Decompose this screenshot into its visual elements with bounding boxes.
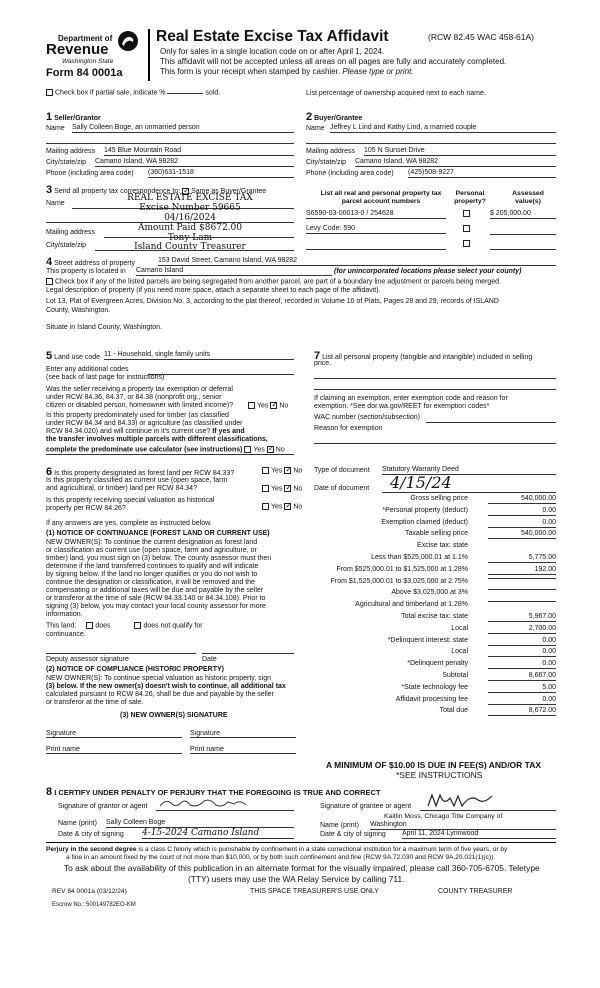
subtitle-1: Only for sales in a single location code on or after April 1, 2024. (160, 47, 385, 56)
segregate-checkbox[interactable] (46, 278, 53, 285)
reason-label: Reason for exemption (314, 425, 383, 432)
rcw-citation: (RCW 82.45 WAC 458-61A) (428, 32, 534, 42)
no-checkbox[interactable] (284, 467, 291, 474)
seller-phone-label: Phone (including area code) (46, 170, 134, 177)
grantee-signature-label: Signature of grantee or agent (320, 803, 412, 810)
section-number: 7 (314, 350, 321, 362)
deputy-signature-line[interactable] (46, 653, 196, 654)
doc-date-label: Date of document (314, 485, 370, 492)
no-checkbox[interactable] (270, 402, 277, 409)
grantor-name-label: Name (print) (58, 820, 97, 827)
tax-row-label: *Personal property (deduct) (382, 507, 468, 514)
ownership-note: List percentage of ownership acquired next to each name. (306, 90, 486, 97)
corr-address-label: Mailing address (46, 229, 96, 236)
tax-row-value[interactable]: 192.00 (488, 566, 556, 575)
additional-codes-note: (see back of last page for instructions) (46, 374, 165, 381)
corr-city-label: City/state/zip (46, 242, 87, 249)
notice-continuance-heading: (1) NOTICE OF CONTINUANCE (FOREST LAND OR CURRENT USE) (46, 530, 270, 537)
land-use-code-field[interactable]: 11 - Household, single family units (104, 351, 294, 360)
tax-row-value[interactable]: 2,700.00 (488, 625, 556, 634)
section-number: 1 (46, 111, 53, 123)
q-timber-1: Is this property predominately used for timber (as classified (46, 412, 229, 419)
section-number: 6 (46, 466, 53, 478)
parcel-line-3[interactable] (306, 249, 446, 250)
does-checkbox[interactable] (86, 622, 93, 629)
no-checkbox[interactable] (284, 503, 291, 510)
q-historic-1: Is this property receiving special valuation as historical (46, 497, 215, 504)
location-note: (for unincorporated locations please select your county) (334, 268, 522, 275)
assessed-value-field[interactable]: $ 205,000.00 (490, 210, 556, 219)
yes-checkbox[interactable] (262, 467, 269, 474)
notice-continuance-text: NEW OWNER(S): To continue the current designation as forest land or classification as current use (open space, farm and agriculture, or timber) land, you must sign on (3) below. The county assessor must then determine if the land transferred continues to qualify and will indicate by signing below. If the land no longer qualifies or you do not wish to continue the designation or classification, it will be removed and the compensating or additional taxes will be due and payable by the seller or transferor at the time of sale (RCW 84.33.140 or 84.34.108). Prior to signing (3) below, you may contact your local county assessor for more information. (46, 539, 272, 619)
additional-codes-line[interactable] (148, 374, 294, 375)
assessed-value-line-2[interactable] (490, 234, 556, 235)
seller-address-field[interactable]: 145 Blue Mountain Road (104, 147, 294, 156)
tax-row-value[interactable]: 0.00 (488, 696, 556, 705)
deputy-signature-label: Deputy assessor signature (46, 656, 129, 663)
tax-row-label: *State technology fee (401, 684, 468, 691)
tax-row-label: Agricultural and timberland at 1.28% (355, 601, 468, 608)
q-timber-4: the transfer involves multiple parcels with different classifications, (46, 436, 268, 443)
tax-row-label: Local (451, 625, 468, 632)
availability-line-1: To ask about the availability of this publication in an alternate format for the visually impaired, please call 360-705-6705. Teletype (64, 863, 540, 873)
grantor-signature-label: Signature of grantor or agent (58, 803, 148, 810)
seller-heading: Seller/Grantor (54, 115, 101, 122)
personal-property-line-2[interactable] (314, 389, 556, 390)
form-id: Form 84 0001a (46, 67, 123, 79)
location-select[interactable]: Camano Island (136, 267, 332, 276)
q-timber-3: RCW 84.34.020) and will continue in it's current use? If yes and (46, 428, 245, 435)
q-exemption-2: under RCW 84.36, 84.37, or 84.38 (nonprofit org., senior (46, 394, 222, 401)
grantee-name-label: Name (print) (320, 822, 359, 829)
seller-address-label: Mailing address (46, 148, 96, 155)
notice-compliance-heading: (2) NOTICE OF COMPLIANCE (HISTORIC PROPERTY) (46, 666, 224, 673)
assessed-header: Assessed value(s) (512, 190, 544, 205)
partial-sale-checkbox[interactable] (46, 89, 53, 96)
buyer-phone-label: Phone (including area code) (306, 170, 394, 177)
seller-name-label: Name (46, 125, 65, 132)
reason-line[interactable] (314, 443, 556, 444)
buyer-city-label: City/state/zip (306, 159, 347, 166)
subtitle-2: This affidavit will not be accepted unless all areas on all pages are fully and accurately completed. (160, 57, 507, 66)
legal-description-line2: County, Washington. (46, 307, 111, 314)
personal-property-label2: price. (314, 360, 332, 367)
q-current-use-answer: Yes ✓ No (262, 485, 302, 493)
legal-description-label: Legal description of property (if you need more space, attach a separate sheet to each page of the affidavit). (46, 287, 381, 294)
section-number: 4 (46, 256, 53, 268)
tax-row-label: Local (451, 648, 468, 655)
signature-label-1: Signature (46, 730, 76, 737)
revision: REV 84 0001a (03/12/24) (52, 888, 127, 895)
tax-row-value[interactable]: 0.00 (488, 507, 556, 516)
wa-logo-icon (117, 30, 139, 52)
legal-description-line1: Lot 13, Plat of Evergreen Acres, Division No. 3, according to the plat thereof, recorded in Volume 10 of Plats, Pages 28 and 29, records of ISLAND (46, 298, 499, 305)
section-number: 2 (306, 111, 313, 123)
q-current-use-2: and agricultural, or timber) land per RCW 84.34? (46, 485, 197, 492)
tax-row-value[interactable]: 8,667.00 (488, 672, 556, 681)
does-not-checkbox[interactable] (134, 622, 141, 629)
q-timber-5: complete the predominate use calculator (see instructions) Yes ✓ No (46, 446, 294, 455)
seller-phone-field[interactable]: (360)631-1518 (148, 169, 294, 178)
treasurer-stamp: REAL ESTATE EXCISE TAX Excise Number 59665 04/16/2024 Amount Paid $8672.00 Tony Lam Island County Treasurer (127, 193, 253, 253)
partial-percent-field[interactable] (167, 93, 203, 94)
q-forest: Is this property designated as forest land per RCW 84.33? (54, 470, 235, 477)
levy-code-field[interactable]: Levy Code: 590 (306, 225, 446, 234)
grantee-name-field[interactable]: Washington (370, 821, 556, 830)
grantor-date-field[interactable]: 4-15-2024 Camano Island (142, 828, 294, 839)
q-historic-answer: Yes ✓ No (262, 503, 302, 511)
no-checkbox[interactable] (284, 485, 291, 492)
personal-property-checkbox-2[interactable] (463, 225, 472, 233)
tax-row-label: *Delinquent penalty (407, 660, 468, 667)
street-address-field[interactable]: 153 David Street, Camano Island, WA 98282 (158, 257, 556, 266)
buyer-name-field[interactable]: Jeffrey L Lind and Kathy Lind, a married couple (330, 124, 556, 133)
personal-property-label: List all personal property (tangible and intangible) included in selling (322, 354, 533, 361)
seller-city-field[interactable]: Camano Island, WA 98282 (95, 158, 294, 167)
print-name-label-1: Print name (46, 746, 80, 753)
wac-label: WAC number (section/subsection) (314, 414, 420, 421)
corr-name-label: Name (46, 200, 65, 207)
deputy-date-line[interactable] (202, 653, 294, 654)
perjury-line-2: a fine in an amount fixed by the court of not more than $10,000, or by both such confinement and fine (RCW 9A.72.030 and RCW 9A.20.021(1)(c)). (66, 854, 496, 861)
yes-checkbox[interactable] (262, 485, 269, 492)
exemption-note-2: exemption. *See dor.wa.gov/REET for exemption codes* (314, 403, 490, 410)
footer-divider (46, 842, 556, 843)
grantor-date-label: Date & city of signing (58, 831, 124, 838)
tax-row-value[interactable]: 5.00 (488, 684, 556, 693)
certification-heading: I CERTIFY UNDER PENALTY OF PERJURY THAT THE FOREGOING IS TRUE AND CORRECT (54, 788, 381, 797)
street-label: Street address of property (54, 260, 136, 267)
grantor-signature[interactable] (156, 796, 294, 811)
tax-row-value[interactable]: 5,967.00 (488, 613, 556, 622)
grantee-agent: Kaitlin Moss, Chicago Title Company of (384, 813, 503, 820)
correspondence-heading: Send all property tax correspondence to: (54, 188, 181, 195)
tax-row-value[interactable]: 540,000.00 (488, 495, 556, 504)
tax-row-value[interactable] (488, 601, 556, 602)
q-exemption-answer: Yes ✓ No (248, 402, 288, 410)
q-timber-2: under RCW 84.34 and 84.33) or agriculture (as classified under (46, 420, 243, 427)
assessed-value-line-3[interactable] (490, 249, 556, 250)
tax-row-label: Total excise tax: state (401, 613, 468, 620)
form-title: Real Estate Excise Tax Affidavit (156, 28, 389, 45)
qualify-row: This land: does does not qualify for (46, 622, 203, 630)
perjury-line-1: Perjury in the second degree is a class C felony which is punishable by confinement in a state correctional institution for a maximum term of five years, or by (46, 846, 508, 853)
personal-property-checkbox-3[interactable] (463, 240, 472, 248)
header-divider (148, 29, 150, 81)
tax-row-value[interactable] (488, 578, 556, 579)
section-number: 5 (46, 350, 53, 362)
tax-row-label: From $525,000.01 to $1,525,000 at 1.28% (336, 566, 468, 573)
dept-logo-text: Revenue (46, 41, 109, 58)
partial-sale-row: Check box if partial sale, indicate % sold. (46, 89, 220, 97)
tax-row-value[interactable]: 8,672.00 (488, 707, 556, 716)
tax-row-value[interactable]: 0.00 (488, 637, 556, 646)
tax-row-label: Exemption claimed (deduct) (381, 519, 468, 526)
treasurer-use-only: THIS SPACE TREASURER'S USE ONLY (250, 888, 379, 895)
print-name-label-2: Print name (190, 746, 224, 753)
q-forest-answer: Yes ✓ No (262, 467, 302, 475)
seller-name-field[interactable]: Sally Colleen Boge, an unmarried person (72, 124, 294, 133)
exemption-note-1: If claiming an exemption, enter exemption code and reason for (314, 395, 508, 402)
buyer-address-field[interactable]: 105 N Sunset Drive (364, 147, 556, 156)
parcel-header: List all real and personal property tax parcel account numbers (320, 190, 442, 205)
tax-row-label: Total due (439, 707, 468, 714)
same-as-buyer-label: Same as Buyer/Grantee (191, 188, 267, 195)
see-instructions: *SEE INSTRUCTIONS (396, 770, 483, 780)
grantee-date-label: Date & city of signing (320, 831, 386, 838)
tax-row-label: Subtotal (442, 672, 468, 679)
personal-property-checkbox-1[interactable] (463, 210, 472, 218)
buyer-address-label: Mailing address (306, 148, 356, 155)
tax-row-label: Excise tax: state (417, 542, 468, 549)
tax-row-label: Less than $525,000.01 at 1.1% (371, 554, 468, 561)
tax-row-label: *Delinquent interest: state (387, 637, 468, 644)
tax-row-label: From $1,525,000.01 to $3,025,000 at 2.75% (330, 578, 468, 585)
yes-checkbox[interactable] (262, 503, 269, 510)
buyer-city-field[interactable]: Camano Island, WA 98282 (355, 158, 556, 167)
county-treasurer: COUNTY TREASURER (438, 888, 513, 895)
minimum-fee-notice: A MINIMUM OF $10.00 IS DUE IN FEE(S) AND/OR TAX (326, 760, 542, 770)
buyer-phone-field[interactable]: (425)508-9227 (408, 169, 556, 178)
notice-compliance-text: NEW OWNER(S): To continue special valuation as historic property, sign (3) below. If the new owner(s) doesn't wish to continue, all additional tax calculated pursuant to RCW 84.26, shall be due and payable by the seller or transferor at the time of sale. (46, 675, 286, 707)
yes-checkbox[interactable] (244, 446, 251, 453)
tax-row-label: Above $3,025,000 at 3% (391, 589, 468, 596)
q-exemption-1: Was the seller receiving a property tax exemption or deferral (46, 386, 233, 393)
tax-row-label: Gross selling price (410, 495, 468, 502)
tax-row-label: Taxable selling price (404, 530, 468, 537)
seller-city-label: City/state/zip (46, 159, 87, 166)
section-number: 8 (46, 786, 53, 798)
dept-line3: Washington State (62, 58, 114, 65)
grantee-date-field[interactable]: April 11, 2024 Lynnwood (402, 830, 556, 839)
buyer-heading: Buyer/Grantee (314, 115, 363, 122)
doc-date-field[interactable]: 4/15/24 (382, 474, 556, 493)
wac-field[interactable] (426, 422, 556, 423)
personal-property-line-1[interactable] (314, 378, 556, 379)
buyer-name-label: Name (306, 125, 325, 132)
new-owner-signature-heading: (3) NEW OWNER(S) SIGNATURE (120, 712, 228, 719)
if-yes-note: If any answers are yes, complete as instructed below. (46, 520, 212, 527)
grantee-signature[interactable] (420, 792, 556, 811)
q-current-use-1: Is this property classified as current use (open space, farm (46, 477, 228, 484)
subtitle-3: This form is your receipt when stamped by cashier. Please type or print. (160, 67, 414, 76)
segregate-row: Check box if any of the listed parcels are being segregated from another parcel, are part of a boundary line adjustment or parcels being merged. (46, 278, 501, 286)
tax-row-value[interactable] (488, 589, 556, 590)
seller-extra-line (46, 143, 294, 144)
doc-type-field[interactable]: Statutory Warranty Deed (382, 466, 556, 475)
q-exemption-3: citizen or disabled person, homeowner with limited income)? (46, 402, 234, 409)
escrow-number: Escrow No.: 500149782EO-KM (52, 902, 136, 908)
availability-line-2: (TTY) users may use the WA Relay Service by calling 711. (188, 874, 405, 884)
parcel-number-field[interactable]: S6590-03-00013-0 / 254628 (306, 210, 446, 219)
doc-type-label: Type of document (314, 467, 370, 474)
tax-row-value[interactable]: 0.00 (488, 660, 556, 669)
section-number: 3 (46, 184, 53, 196)
land-use-label: Land use code (54, 354, 101, 361)
personal-header: Personal property? (454, 190, 486, 205)
legal-description-line3: Situate in Island County, Washington. (46, 324, 162, 331)
buyer-extra-line (306, 143, 556, 144)
no-checkbox[interactable] (267, 446, 274, 453)
deputy-date-label: Date (202, 656, 217, 663)
signature-label-2: Signature (190, 730, 220, 737)
grantor-name-field[interactable]: Sally Colleen Boge (106, 819, 294, 828)
additional-codes-label: Enter any additional codes (46, 366, 129, 373)
tax-row-value[interactable]: 540,000.00 (488, 530, 556, 539)
tax-row-value[interactable]: 5,775.00 (488, 554, 556, 563)
tax-row-label: Affidavit processing fee (395, 696, 468, 703)
location-label: This property is located in (46, 268, 126, 275)
tax-row-value[interactable]: 0.00 (488, 519, 556, 528)
q-historic-2: property per RCW 84.26? (46, 505, 126, 512)
continuance-label: continuance. (46, 631, 86, 638)
dept-line1: Department of (58, 34, 113, 43)
yes-checkbox[interactable] (248, 402, 255, 409)
tax-row-value[interactable]: 0.00 (488, 648, 556, 657)
